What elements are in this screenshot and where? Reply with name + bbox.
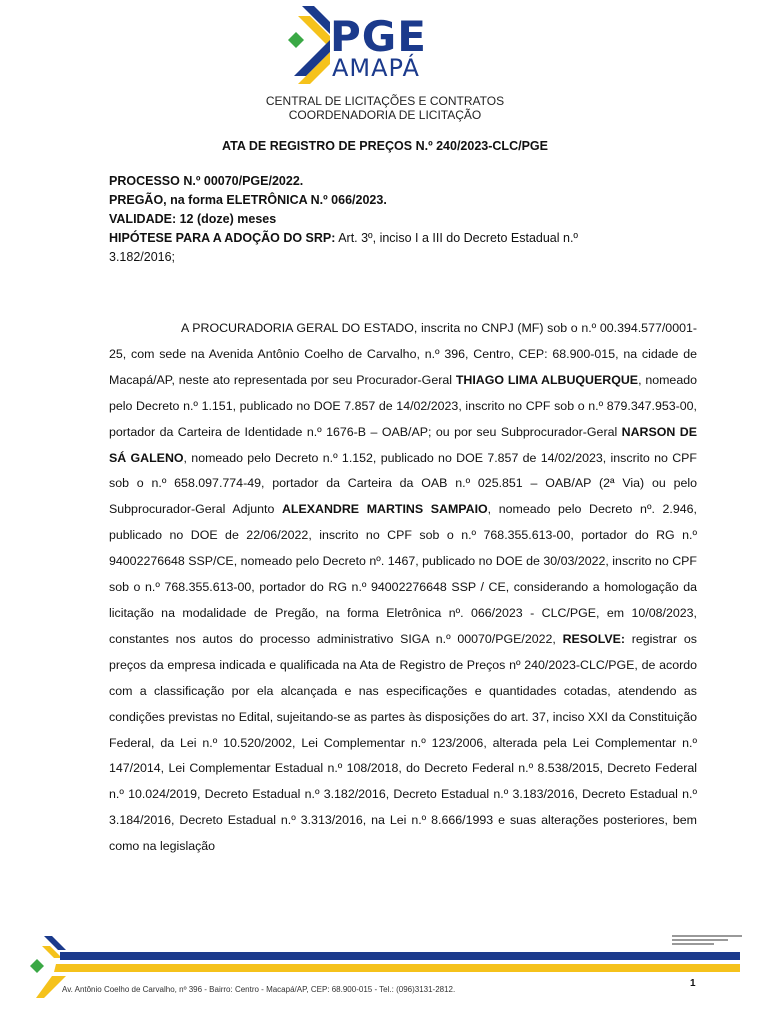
hipotese-text: Art. 3º, inciso I a III do Decreto Estadual n.º 3.182/2016; [109,231,578,264]
page-number: 1 [690,978,696,989]
org-line-2: COORDENADORIA DE LICITAÇÃO [288,108,482,122]
pge-logo [288,6,468,84]
procurador-geral-name: THIAGO LIMA ALBUQUERQUE [455,372,639,387]
body-text-3: , nomeado pelo Decreto n.º 1.152, publicado no DOE 7.857 de 14/02/2023, inscrito no CPF sob o n.º 658.097.774-49, portador da Carteira da OAB n.º 025.851 – OAB/AP (2ª Via) ou pelo Subprocurador-Geral Adjunto [109,450,697,517]
body-text-4: , nomeado pelo Decreto nº. 2.946, publicado no DOE de 22/06/2022, inscrito no CPF sob o n.º 768.355.613-00, portador do RG n.º 94002276648 SSP/CE, nomeado pelo Decreto nº. 1467, publicado no DOE de 30/03/2022, inscrito no CPF sob o n.º 768.355.613-00, portador do RG n.º 94002276648 SSP / CE, considerando a homologação da licitação na modalidade de Pregão, na forma Eletrônica nº. 066/2023 - CLC/PGE, em 10/08/2023, constantes nos autos do processo administrativo SIGA n.º 00070/PGE/2022, [109,502,697,646]
body-text-1: A PROCURADORIA GERAL DO ESTADO, inscrita no CNPJ (MF) sob o n.º 00.394.577/0001-25, com sede na Avenida Antônio Coelho de Carvalho, n.º 396, Centro, CEP: 68.900-015, na cidade de Macapá/AP, neste ato representada por seu Procurador-Geral [109,321,697,387]
document-title: ATA DE REGISTRO DE PREÇOS N.º 240/2023-CLC/PGE [222,139,548,153]
document-meta [109,172,709,267]
footer-address: Av. Antônio Coelho de Carvalho, nº 396 - Bairro: Centro - Macapá/AP, CEP: 68.900-015 - Tel.: (096)3131-2812. [62,985,456,994]
processo-line: PROCESSO N.º 00070/PGE/2022. [109,174,304,188]
body-text-5: registrar os preços da empresa indicada e qualificada na Ata de Registro de Preços nº 240/2023-CLC/PGE, de acordo com a classificação por ela alcançada e nas especificações e quantidades cotadas, atendendo as condições previstas no Edital, sujeitando-se as partes às disposições do art. 37, inciso XXI da Constituição Federal, da Lei n.º 10.520/2002, Lei Complementar n.º 123/2006, alterada pela Lei Complementar n.º 147/2014, Lei Complementar Estadual n.º 108/2018, do Decreto Federal n.º 8.538/2015, Decreto Federal n.º 10.024/2019, Decreto Estadual n.º 3.182/2016, Decreto Estadual n.º 3.183/2016, Decreto Estadual n.º 3.184/2016, Decreto Estadual n.º 3.313/2016, na Lei n.º 8.666/1993 e suas alterações posteriores, bem como na legislação [109,631,697,854]
pregao-line: PREGÃO, na forma ELETRÔNICA N.º 066/2023. [109,193,387,207]
hipotese-label: HIPÓTESE PARA A ADOÇÃO DO SRP: [109,231,336,245]
hipotese-line [109,229,629,267]
resolve-keyword: RESOLVE: [562,631,625,646]
logo-title: PGE [330,12,427,61]
logo-subtitle: AMAPÁ [332,54,420,82]
validade-line: VALIDADE: 12 (doze) meses [109,212,277,226]
footer-stamp [672,935,742,955]
body-paragraph [109,316,697,860]
subprocurador-adjunto-name: ALEXANDRE MARTINS SAMPAIO [281,502,488,517]
org-line-1: CENTRAL DE LICITAÇÕES E CONTRATOS [265,94,505,108]
subprocurador-geral-name: NARSON DE SÁ GALENO [109,424,697,465]
body-text-2: , nomeado pelo Decreto n.º 1.151, publicado no DOE 7.857 de 14/02/2023, inscrito no CPF sob o n.º 879.347.953-00, portador da Carteira de Identidade n.º 1676-B – OAB/AP; ou por seu Subprocurador-Geral [109,372,697,439]
logo-chevron-icon [288,6,332,84]
